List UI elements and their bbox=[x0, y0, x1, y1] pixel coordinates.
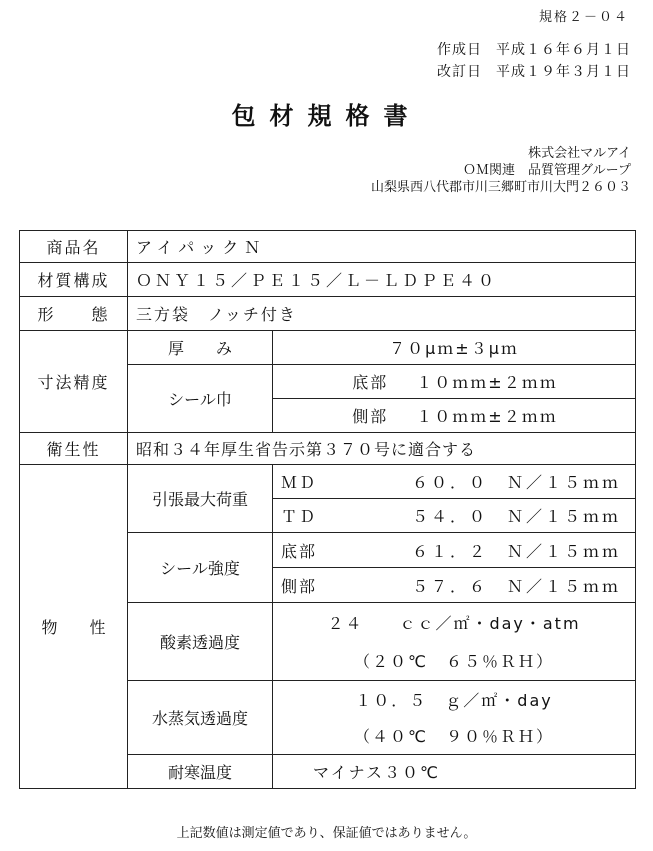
seal-width-label: シール巾 bbox=[128, 365, 273, 433]
created-date: 平成１６年６月１日 bbox=[496, 42, 631, 58]
seal-strength-bottom-cell bbox=[273, 533, 636, 568]
product-value: アイパックＮ bbox=[128, 231, 636, 263]
document-title: 包材規格書 bbox=[231, 102, 422, 130]
oxygen-value: ２４ ｃｃ／㎡・day・atm bbox=[273, 603, 636, 642]
seal-strength-bottom-label: 底部 bbox=[281, 541, 318, 561]
cold-label: 耐寒温度 bbox=[128, 755, 273, 789]
company-block bbox=[371, 145, 631, 196]
created-label: 作成日 bbox=[437, 42, 482, 58]
seal-strength-bottom-value: ６１．２ Ｎ／１５ｍｍ bbox=[411, 541, 621, 561]
revised-date: 平成１９年３月１日 bbox=[496, 64, 631, 80]
product-label: 商品名 bbox=[20, 231, 128, 263]
form-value: 三方袋 ノッチ付き bbox=[128, 297, 636, 331]
row-tensile-md bbox=[20, 465, 636, 499]
tensile-md-cell bbox=[273, 465, 636, 499]
seal-side-cell bbox=[273, 399, 636, 433]
seal-strength-side-cell bbox=[273, 568, 636, 603]
tensile-md-label: ＭＤ bbox=[281, 473, 318, 492]
tensile-md-value: ６０．０ Ｎ／１５ｍｍ bbox=[411, 473, 621, 492]
document-number: 規格２－０４ bbox=[538, 10, 629, 25]
created-row bbox=[437, 39, 631, 61]
seal-strength-label: シール強度 bbox=[128, 533, 273, 603]
seal-side-label: 側部 bbox=[352, 407, 389, 426]
hygiene-value: 昭和３４年厚生省告示第３７０号に適合する bbox=[128, 433, 636, 465]
seal-side-value: １０ｍｍ±２ｍｍ bbox=[416, 407, 558, 426]
oxygen-label: 酸素透過度 bbox=[128, 603, 273, 681]
row-product bbox=[20, 231, 636, 263]
vapor-label: 水蒸気透過度 bbox=[128, 681, 273, 755]
seal-strength-side-value: ５７．６ Ｎ／１５ｍｍ bbox=[411, 576, 621, 596]
revised-row bbox=[437, 61, 631, 83]
dimension-label: 寸法精度 bbox=[20, 331, 128, 433]
seal-bottom-cell bbox=[273, 365, 636, 399]
oxygen-condition: （２０℃ ６５％ＲＨ） bbox=[273, 642, 636, 681]
tensile-td-label: ＴＤ bbox=[281, 507, 318, 526]
tensile-label: 引張最大荷重 bbox=[128, 465, 273, 533]
tensile-td-cell bbox=[273, 499, 636, 533]
company-address: 山梨県西八代郡市川三郷町市川大門２６０３ bbox=[370, 180, 631, 195]
footnote: 上記数値は測定値であり、保証値ではありません。 bbox=[176, 826, 477, 841]
seal-strength-side-label: 側部 bbox=[281, 576, 318, 596]
seal-bottom-label: 底部 bbox=[352, 373, 389, 392]
revised-label: 改訂日 bbox=[437, 64, 482, 80]
company-department: ＯＭ関連 品質管理グループ bbox=[463, 163, 631, 178]
material-label: 材質構成 bbox=[20, 263, 128, 297]
row-form bbox=[20, 297, 636, 331]
company-name: 株式会社マルアイ bbox=[528, 146, 631, 161]
row-thickness bbox=[20, 331, 636, 365]
row-material bbox=[20, 263, 636, 297]
cold-value: マイナス３０℃ bbox=[273, 755, 636, 789]
material-value: ＯＮＹ１５／ＰＥ１５／Ｌ－ＬＤＰＥ４０ bbox=[128, 263, 636, 297]
row-hygiene bbox=[20, 433, 636, 465]
date-block bbox=[437, 39, 631, 83]
vapor-value: １０．５ ｇ／㎡・day bbox=[273, 681, 636, 718]
hygiene-label: 衛生性 bbox=[20, 433, 128, 465]
spec-table bbox=[19, 230, 636, 789]
tensile-td-value: ５４．０ Ｎ／１５ｍｍ bbox=[411, 507, 621, 526]
form-label: 形 態 bbox=[20, 297, 128, 331]
thickness-value: ７０μｍ±３μｍ bbox=[273, 331, 636, 365]
vapor-condition: （４０℃ ９０％ＲＨ） bbox=[273, 718, 636, 755]
seal-bottom-value: １０ｍｍ±２ｍｍ bbox=[416, 373, 558, 392]
physical-label: 物 性 bbox=[20, 465, 128, 789]
thickness-label: 厚 み bbox=[128, 331, 273, 365]
